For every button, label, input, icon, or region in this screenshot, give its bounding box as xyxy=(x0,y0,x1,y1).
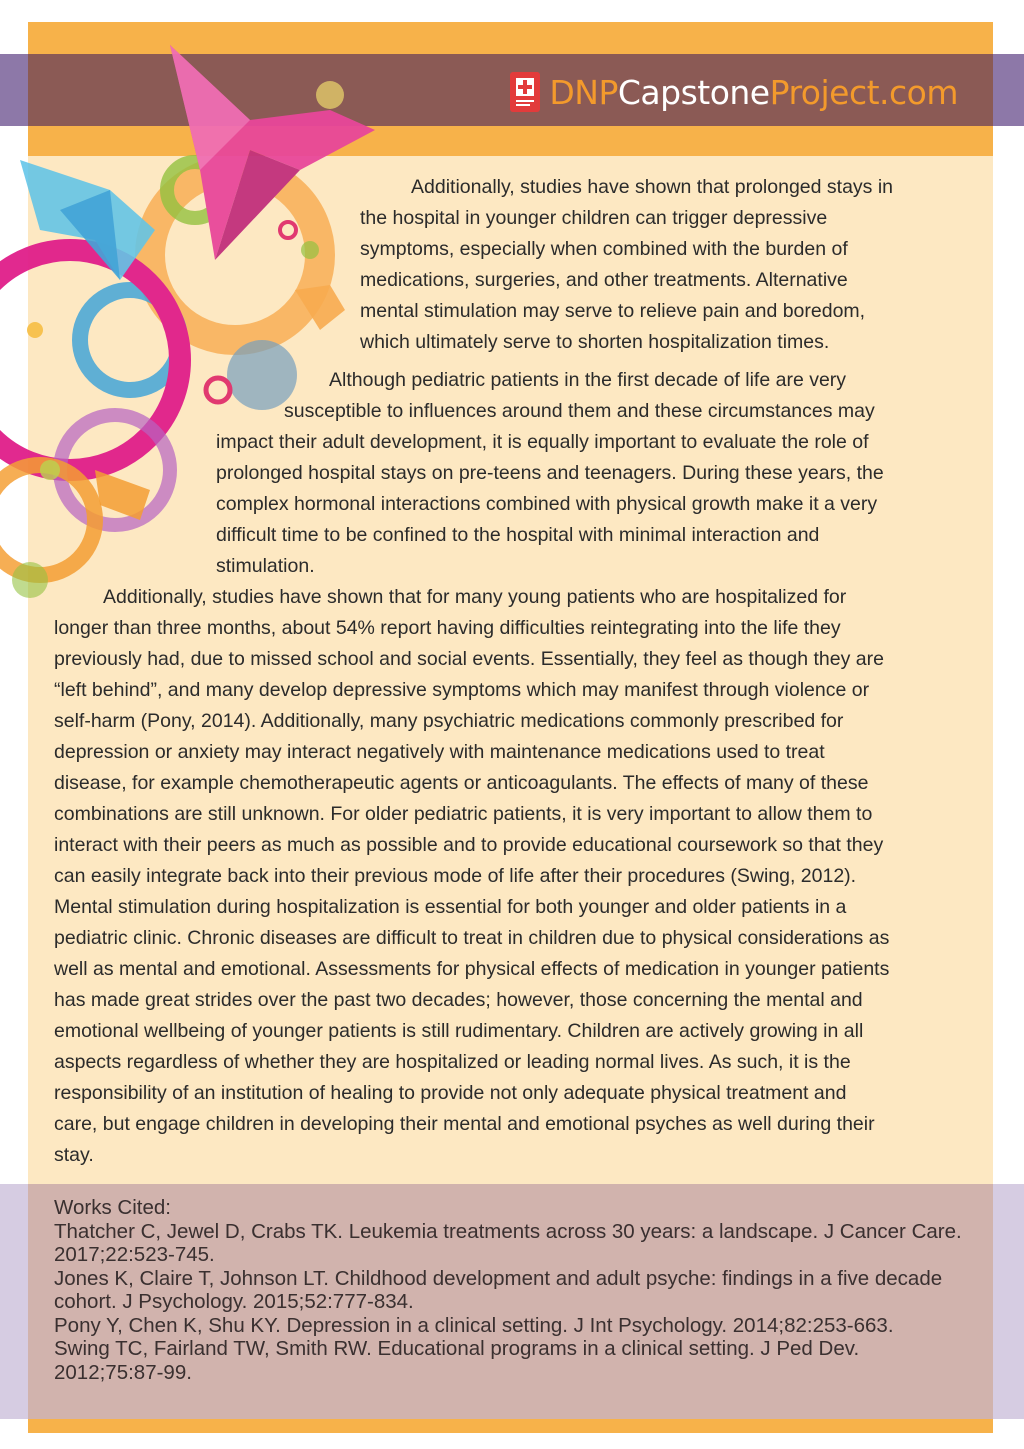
brand-part-project: Project.com xyxy=(769,72,958,112)
body-line: medications, surgeries, and other treatments. Alternative xyxy=(360,269,848,291)
body-line: emotional wellbeing of younger patients is still rudimentary. Children are actively growing in all xyxy=(54,1020,864,1042)
works-cited-ref: Thatcher C, Jewel D, Crabs TK. Leukemia treatments across 30 years: a landscape. J Cancer Care. 2017;22:523-745. xyxy=(54,1219,962,1266)
body-line: Mental stimulation during hospitalization is essential for both younger and older patients in a xyxy=(54,896,847,918)
body-line: Although pediatric patients in the first decade of life are very xyxy=(329,369,847,391)
body-line: stimulation. xyxy=(216,555,315,577)
body-line: Additionally, studies have shown that for many young patients who are hospitalized for xyxy=(103,586,847,608)
body-line: which ultimately serve to shorten hospitalization times. xyxy=(360,331,830,353)
deco-dot-gold xyxy=(27,322,43,338)
body-line: self-harm (Pony, 2014). Additionally, many psychiatric medications commonly prescribed for xyxy=(54,710,844,732)
body-line: well as mental and emotional. Assessments for physical effects of medication in younger patients xyxy=(54,958,890,980)
works-cited xyxy=(54,1196,974,1384)
works-side-band-right xyxy=(993,1184,1024,1419)
brand-logo xyxy=(507,66,958,118)
body-line: impact their adult development, it is equally important to evaluate the role of xyxy=(216,431,869,453)
body-line: “left behind”, and many develop depressive symptoms which may manifest through violence or xyxy=(54,679,870,701)
works-side-band-left xyxy=(0,1184,28,1419)
decorative-artwork xyxy=(0,40,400,640)
body-line: depression or anxiety may interact negatively with maintenance medications used to treat xyxy=(54,741,825,763)
body-line: aspects regardless of whether they are hospitalized or leading normal lives. As such, it is the xyxy=(54,1051,851,1073)
deco-bird-orange-2 xyxy=(95,470,150,520)
body-line: stay. xyxy=(54,1144,94,1166)
body-line: care, but engage children in developing their mental and emotional psyches as well during their xyxy=(54,1113,875,1135)
deco-ring-small-red xyxy=(206,378,230,402)
body-line: responsibility of an institution of healing to provide not only adequate physical treatment and xyxy=(54,1082,847,1104)
body-line: prolonged hospital stays on pre-teens and teenagers. During these years, the xyxy=(216,462,884,484)
deco-dot-small-green xyxy=(301,241,319,259)
body-line: Additionally, studies have shown that prolonged stays in xyxy=(411,176,894,198)
works-cited-ref: Jones K, Claire T, Johnson LT. Childhood development and adult psyche: findings in a five decade cohort. J Psychology. 2015;52:777-834. xyxy=(54,1266,943,1313)
deco-dot-yellow xyxy=(316,81,344,109)
body-line: the hospital in younger children can trigger depressive xyxy=(360,207,828,229)
works-cited-ref: Pony Y, Chen K, Shu KY. Depression in a clinical setting. J Int Psychology. 2014;82:253-663. xyxy=(54,1313,894,1337)
body-line: longer than three months, about 54% report having difficulties reintegrating into the life they xyxy=(54,617,841,639)
body-line: complex hormonal interactions combined with physical growth make it a very xyxy=(216,493,878,515)
body-line: mental stimulation may serve to relieve pain and boredom, xyxy=(360,300,866,322)
brand-part-dnp: DNP xyxy=(549,72,618,112)
deco-ring-small-orange xyxy=(280,222,296,238)
body-line: pediatric clinic. Chronic diseases are difficult to treat in children due to physical considerations as xyxy=(54,927,890,949)
header-cap-right xyxy=(993,54,1024,126)
body-line: interact with their peers as much as possible and to provide educational coursework so that they xyxy=(54,834,884,856)
body-line: has made great strides over the past two decades; however, those concerning the mental and xyxy=(54,989,863,1011)
body-line: disease, for example chemotherapeutic agents or anticoagulants. The effects of many of these xyxy=(54,772,869,794)
body-line: can easily integrate back into their previous mode of life after their procedures (Swing, 2012). xyxy=(54,865,857,887)
deco-dot-lime xyxy=(40,460,60,480)
body-line: previously had, due to missed school and social events. Essentially, they feel as though they are xyxy=(54,648,884,670)
works-cited-heading: Works Cited: xyxy=(54,1196,171,1219)
works-cited-ref: Swing TC, Fairland TW, Smith RW. Educational programs in a clinical setting. J Ped Dev. 2012;75:87-99. xyxy=(54,1337,860,1384)
body-line: combinations are still unknown. For older pediatric patients, it is very important to allow them to xyxy=(54,803,873,825)
deco-dot-green xyxy=(12,562,48,598)
body-line: symptoms, especially when combined with the burden of xyxy=(360,238,848,260)
brand-name xyxy=(549,73,958,112)
medical-clipboard-icon xyxy=(507,70,543,114)
brand-part-capstone: Capstone xyxy=(617,72,770,112)
body-line: difficult time to be confined to the hospital with minimal interaction and xyxy=(216,524,820,546)
body-line: susceptible to influences around them and these circumstances may xyxy=(284,400,875,422)
